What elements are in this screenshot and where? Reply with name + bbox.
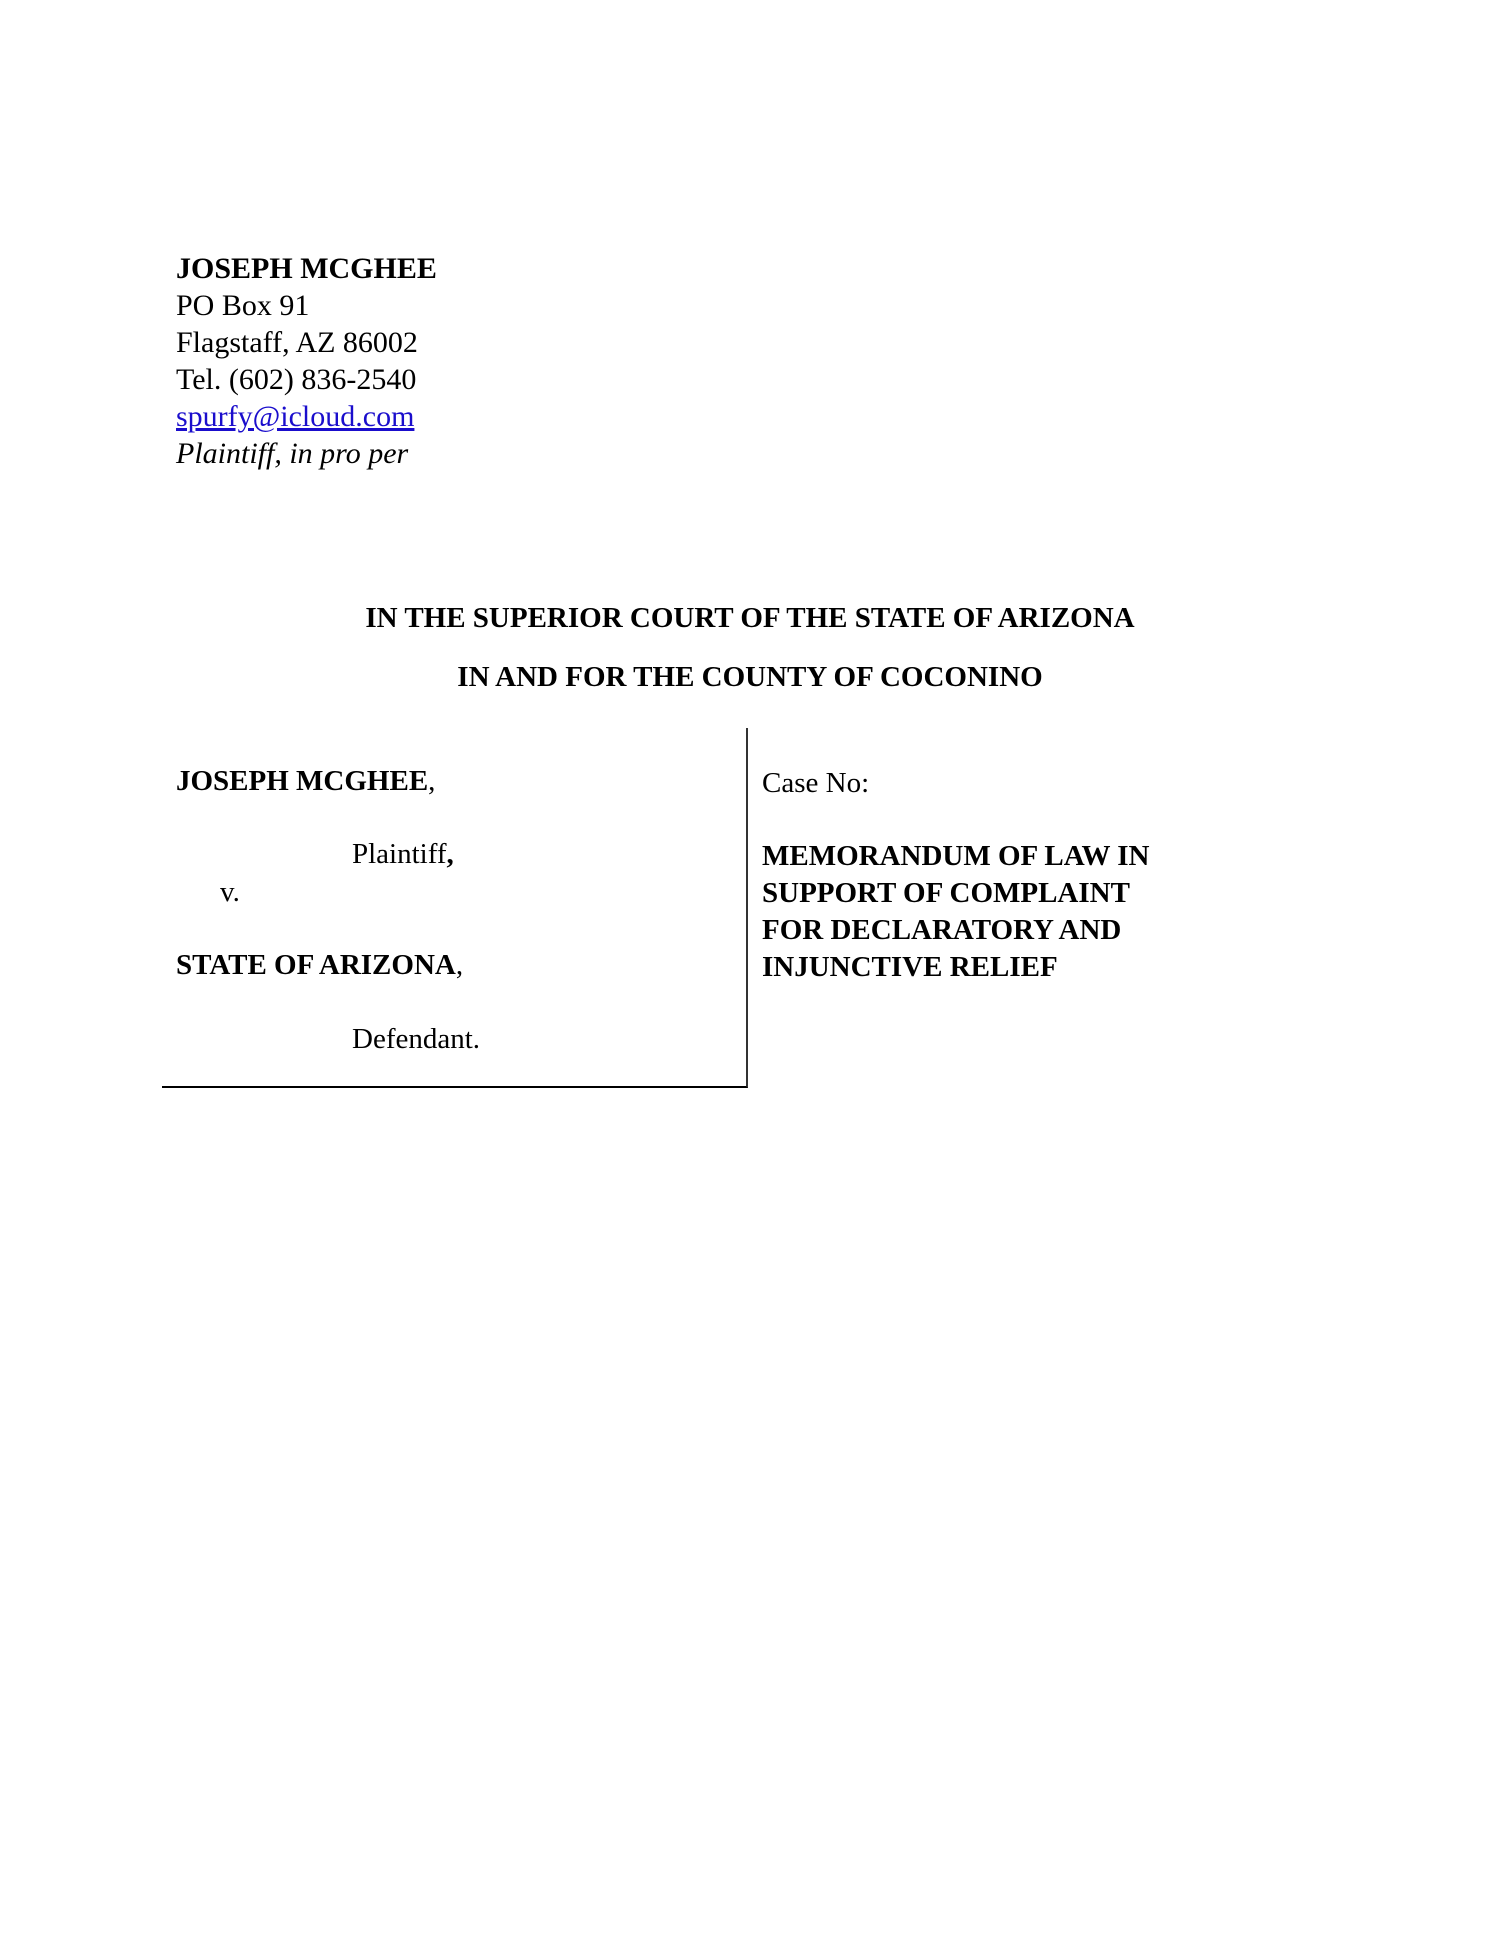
defendant-name-text: STATE OF ARIZONA [176,949,456,981]
email-link[interactable]: spurfy@icloud.com [176,400,415,433]
document-title-line: SUPPORT OF COMPLAINT [762,877,1130,909]
plaintiff-label [352,838,454,871]
plaintiff-label-comma: , [446,838,454,870]
defendant-name [176,949,463,982]
phone-number: Tel. (602) 836-2540 [176,363,417,396]
plaintiff-label-text: Plaintiff [352,838,447,870]
attorney-header [176,250,437,472]
defendant-name-comma: , [455,949,464,981]
address-line-1: PO Box 91 [176,289,310,322]
document-title [762,838,1149,986]
plaintiff-name-comma: , [428,765,436,797]
filer-role: Plaintiff, in pro per [176,437,409,470]
court-title-line-1: IN THE SUPERIOR COURT OF THE STATE OF ARIZONA [365,602,1135,634]
versus: v. [220,876,240,908]
plaintiff-name [176,765,435,798]
plaintiff-name-text: JOSEPH MCGHEE [176,765,429,797]
document-title-line: MEMORANDUM OF LAW IN [762,840,1150,872]
document-title-line: FOR DECLARATORY AND [762,914,1122,946]
address-line-2: Flagstaff, AZ 86002 [176,326,418,359]
filer-name: JOSEPH MCGHEE [176,252,437,285]
court-title-line-2: IN AND FOR THE COUNTY OF COCONINO [457,661,1043,693]
defendant-label: Defendant. [352,1023,481,1055]
case-number-label: Case No: [762,767,870,799]
document-title-line: INJUNCTIVE RELIEF [762,951,1058,983]
